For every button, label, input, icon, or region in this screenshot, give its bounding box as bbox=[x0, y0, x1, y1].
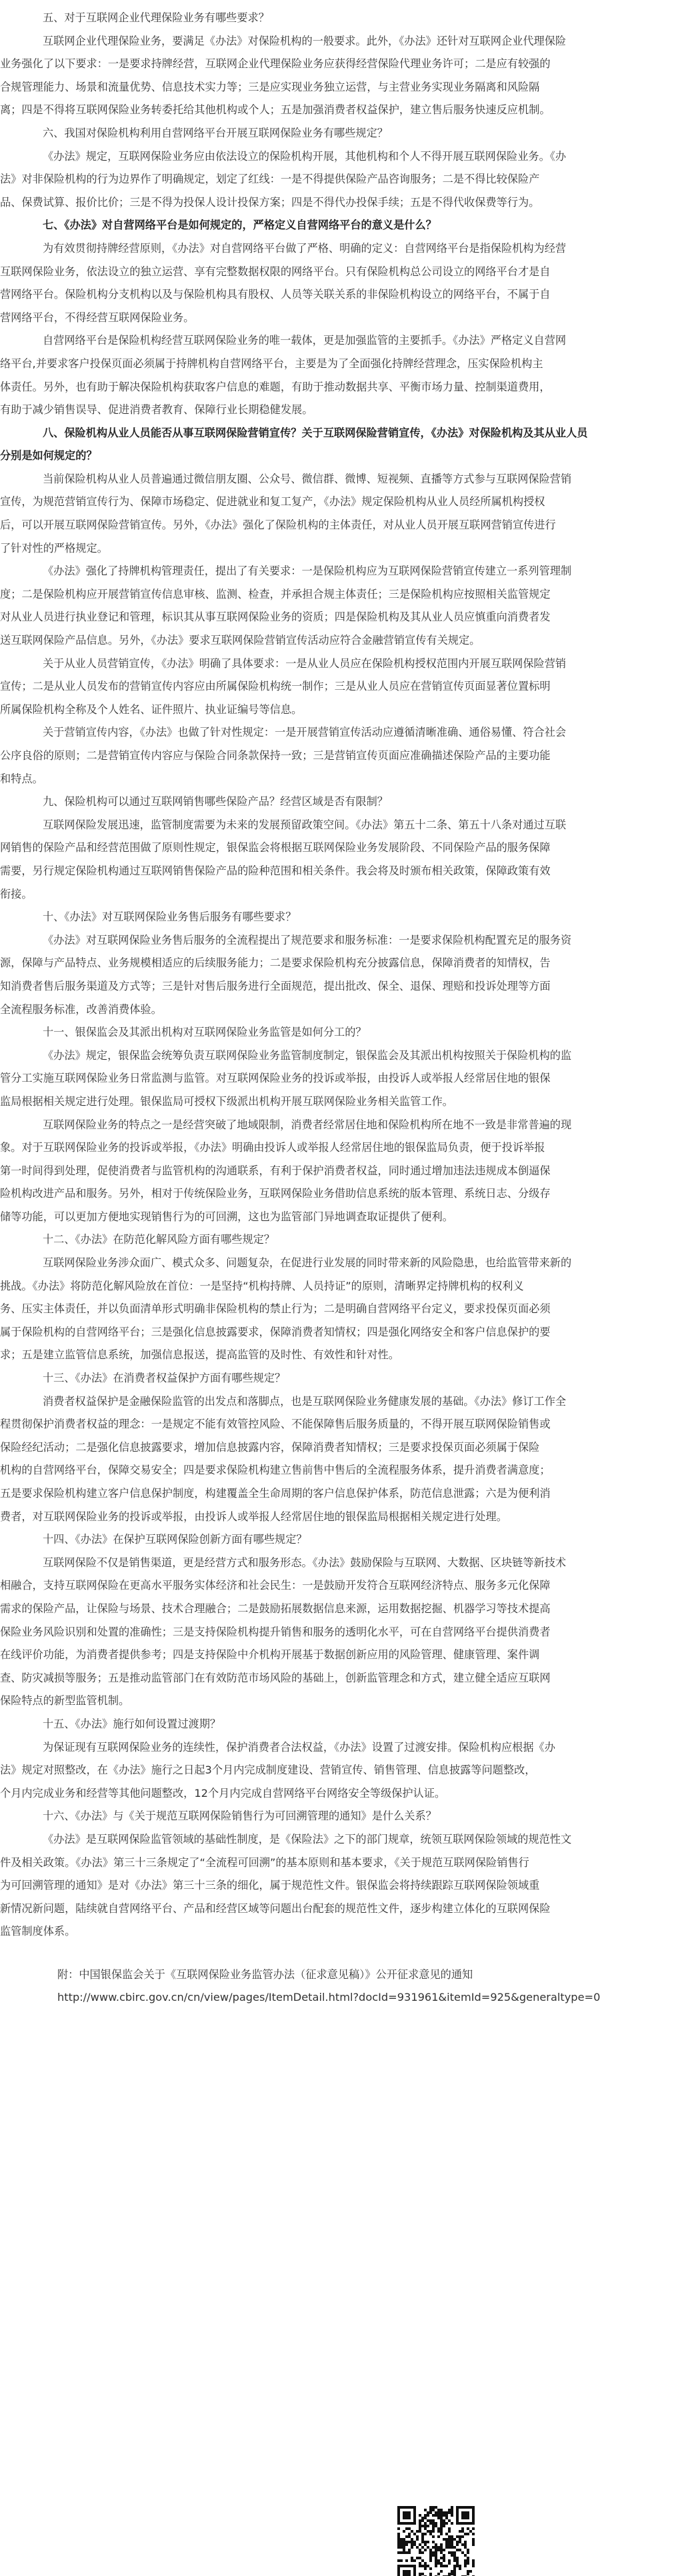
text-line: 《办法》规定，互联网保险业务应由依法设立的保险机构开展，其他机构和个人不得开展互联网保险业务。《办 bbox=[43, 149, 567, 163]
body-paragraph bbox=[0, 30, 674, 122]
article-body bbox=[0, 7, 674, 1943]
text-line: 自营网络平台是保险机构经营互联网保险业务的唯一载体，更是加强监管的主要抓手。《办法》严格定义自营网 bbox=[43, 334, 567, 347]
text-line: 和特点。 bbox=[0, 772, 43, 785]
text-line: 《办法》强化了持牌机构管理责任，提出了有关要求：一是保险机构应为互联网保险营销宣传建立一系列管理制 bbox=[43, 565, 572, 578]
section-heading bbox=[0, 422, 674, 468]
text-line: 有助于减少销售误导、促进消费者教育、保障行业长期稳健发展。 bbox=[0, 403, 313, 417]
section-heading bbox=[0, 1228, 674, 1252]
text-line: 衔接。 bbox=[0, 887, 33, 900]
text-line: 营网络平台，不得经营互联网保险业务。 bbox=[0, 311, 195, 324]
text-line: 业务强化了以下要求：一是要求持牌经营，互联网企业代理保险业务应获得经营保险代理业务许可；二是应有较强的 bbox=[0, 57, 551, 71]
text-line: 十三、《办法》在消费者权益保护方面有哪些规定？ bbox=[43, 1372, 286, 1385]
body-paragraph bbox=[0, 1390, 674, 1529]
text-line: 十二、《办法》在防范化解风险方面有哪些规定？ bbox=[43, 1233, 275, 1246]
text-line: 《办法》规定，银保监会统筹负责互联网保险业务监管制度制定，银保监会及其派出机构按照关于保险机构的监 bbox=[43, 1048, 572, 1062]
body-paragraph bbox=[0, 1252, 674, 1367]
body-paragraph bbox=[0, 652, 674, 722]
text-line: 在线评价功能，为消费者提供参考；四是支持保险中介机构开展基于数据创新应用的风险管理、健康管理、案件调 bbox=[0, 1648, 540, 1662]
text-line: 程贯彻保护消费者权益的理念：一是规定不能有效管控风险、不能保障售后服务质量的，不得开展互联网保险销售或 bbox=[0, 1418, 551, 1431]
text-line: 求；五是建立监管信息系统，加强信息报送，提高监管的及时性、有效性和针对性。 bbox=[0, 1348, 399, 1362]
text-line: 互联网保险业务，依法设立的独立运营、享有完整数据权限的网络平台。只有保险机构总公司设立的网络平台才是自 bbox=[0, 265, 551, 278]
text-line: 法》规定对照整改，在《办法》施行之日起3个月内完成制度建设、营销宣传、销售管理、信息披露等问题整改， bbox=[0, 1764, 536, 1777]
text-line: 了针对性的严格规定。 bbox=[0, 541, 108, 555]
text-line: 象。对于互联网保险业务的投诉或举报，《办法》明确由投诉人或举报人经常居住地的银保监局负责，便于投诉举报 bbox=[0, 1141, 545, 1154]
body-paragraph bbox=[0, 145, 674, 215]
body-paragraph bbox=[0, 814, 674, 906]
section-heading bbox=[0, 1805, 674, 1828]
text-line: 五、对于互联网企业代理保险业务有哪些要求？ bbox=[43, 11, 269, 24]
text-line: 新情况新问题，陆续就自营网络平台、产品和经营区域等问题出台配套的规范性文件，逐步构建立体化的互联网保险 bbox=[0, 1902, 551, 1915]
body-paragraph bbox=[0, 1552, 674, 1713]
text-line: 互联网保险发展迅速，监管制度需要为未来的发展预留政策空间。《办法》第五十二条、第五十八条对通过互联 bbox=[43, 818, 567, 831]
text-line: 对从业人员进行执业登记和管理，标识其从事互联网保险业务的资质；四是保险机构及其从业人员应慎重向消费者发 bbox=[0, 611, 551, 624]
text-line: 保险特点的新型监管机制。 bbox=[0, 1694, 130, 1708]
body-paragraph bbox=[0, 1828, 674, 1943]
text-line: 所属保险机构全称及个人姓名、证件照片、执业证编号等信息。 bbox=[0, 702, 303, 716]
text-line: 互联网企业代理保险业务，要满足《办法》对保险机构的一般要求。此外，《办法》还针对互联网企业代理保险 bbox=[43, 34, 567, 47]
body-paragraph bbox=[0, 237, 674, 329]
text-line: 属于保险机构的自营网络平台；三是强化信息披露要求，保障消费者知情权；四是强化网络安全和客户信息保护的要 bbox=[0, 1325, 551, 1338]
text-line: 险机构改进产品和服务。另外，相对于传统保险业务，互联网保险业务借助信息系统的版本管理、系统日志、分级存 bbox=[0, 1187, 551, 1200]
text-line: 保险业务风险识别和处置的准确性；三是支持保险机构提升销售和服务的透明化水平，可在自营网络平台提供消费者 bbox=[0, 1625, 551, 1638]
text-line: 宣传；二是从业人员发布的营销宣传内容应由所属保险机构统一制作；三是从业人员应在营销宣传页面显著位置标明 bbox=[0, 680, 551, 693]
text-line: 为有效贯彻持牌经营原则，《办法》对自营网络平台做了严格、明确的定义：自营网络平台是指保险机构为经营 bbox=[43, 241, 567, 255]
text-line: 《办法》对互联网保险业务售后服务的全流程提出了规范要求和服务标准：一是要求保险机构配置充足的服务资 bbox=[43, 933, 572, 946]
text-line: 网销售的保险产品和经营范围做了原则性规定，银保监会将根据互联网保险业务发展阶段、不同保险产品的服务保障 bbox=[0, 841, 551, 854]
text-line: 务、压实主体责任，并以负面清单形式明确非保险机构的禁止行为；二是明确自营网络平台定义，要求投保页面必须 bbox=[0, 1302, 551, 1316]
section-heading bbox=[0, 1367, 674, 1390]
attachment-label: 附：中国银保监会关于《互联网保险业务监管办法（征求意见稿）》公开征求意见的通知 bbox=[57, 1967, 473, 1981]
section-heading bbox=[0, 1528, 674, 1552]
text-line: 十四、《办法》在保护互联网保险创新方面有哪些规定？ bbox=[43, 1533, 307, 1546]
section-heading bbox=[0, 7, 674, 30]
text-line: 关于营销宣传内容，《办法》也做了针对性规定：一是开展营销宣传活动应遵循清晰准确、通俗易懂、符合社会 bbox=[43, 726, 567, 739]
text-line: 监管制度体系。 bbox=[0, 1925, 76, 1938]
text-line: 送互联网保险产品信息。另外，《办法》要求互联网保险营销宣传活动应符合金融营销宣传有关规定。 bbox=[0, 634, 481, 647]
text-line: 九、保险机构可以通过互联网销售哪些保险产品？经营区域是否有限制？ bbox=[43, 795, 388, 808]
text-line: 全流程服务标准，改善消费体验。 bbox=[0, 1002, 162, 1016]
body-paragraph bbox=[0, 1736, 674, 1806]
text-line: 络平台,并要求客户投保页面必须属于持牌机构自营网络平台，主要是为了全面强化持牌经营理念，压实保险机构主 bbox=[0, 357, 543, 370]
text-line: 管分工实施互联网保险业务日常监测与监管。对互联网保险业务的投诉或举报，由投诉人或举报人经常居住地的银保 bbox=[0, 1072, 551, 1085]
text-line: 十六、《办法》与《关于规范互联网保险销售行为可回溯管理的通知》是什么关系？ bbox=[43, 1810, 437, 1823]
text-line: 互联网保险业务的特点之一是经营突破了地域限制，消费者经常居住地和保险机构所在地不一致是非常普遍的现 bbox=[43, 1118, 572, 1131]
text-line: 需要，另行规定保险机构通过互联网销售保险产品的险种范围和相关条件。我会将及时颁布相关政策，保障政策有效 bbox=[0, 864, 551, 877]
text-line: 互联网保险业务涉众面广、模式众多、问题复杂，在促进行业发展的同时带来新的风险隐患，也给监管带来新的 bbox=[43, 1256, 572, 1270]
text-line: 宣传，为规范营销宣传行为、保障市场稳定、促进就业和复工复产，《办法》规定保险机构从业人员经所属机构授权 bbox=[0, 495, 545, 509]
text-line: 机构的自营网络平台，保障交易安全；四是要求保险机构建立售前售中售后的全流程服务体系，提升消费者满意度； bbox=[0, 1464, 551, 1477]
body-paragraph bbox=[0, 468, 674, 560]
body-paragraph bbox=[0, 329, 674, 421]
text-line: 七、《办法》对自营网络平台是如何规定的，严格定义自营网络平台的意义是什么？ bbox=[43, 219, 437, 232]
text-line: 需求的保险产品，让保险与场景、技术合理融合；二是鼓励拓展数据信息来源，运用数据挖掘、机器学习等技术提高 bbox=[0, 1602, 551, 1615]
text-line: 八、保险机构从业人员能否从事互联网保险营销宣传？关于互联网保险营销宣传，《办法》对保险机构及其从业人员 bbox=[43, 426, 588, 439]
text-line: 营网络平台。保险机构分支机构以及与保险机构具有股权、人员等关联关系的非保险机构设立的网络平台，不属于自 bbox=[0, 288, 551, 301]
section-heading bbox=[0, 214, 674, 237]
text-line: 《办法》是互联网保险监管领域的基础性制度，是《保险法》之下的部门规章，统领互联网保险领域的规范性文 bbox=[43, 1832, 572, 1846]
text-line: 消费者权益保护是金融保险监管的出发点和落脚点，也是互联网保险业务健康发展的基础。《办法》修订工作全 bbox=[43, 1394, 567, 1408]
text-line: 保险经纪活动；二是强化信息披露要求，增加信息披露内容，保障消费者知情权；三是要求投保页面必须属于保险 bbox=[0, 1440, 540, 1454]
text-line: 度；二是保险机构应开展营销宣传信息审核、监测、检查，并承担合规主体责任；三是保险机构应按照相关监管规定 bbox=[0, 587, 551, 601]
text-line: 第一时间得到处理，促使消费者与监管机构的沟通联系，有利于保护消费者权益，同时通过增加违法违规成本倒逼保 bbox=[0, 1164, 551, 1177]
section-heading bbox=[0, 122, 674, 145]
text-line: 五是要求保险机构建立客户信息保护制度，构建覆盖全生命周期的客户信息保护体系，防范信息泄露；六是为便利消 bbox=[0, 1487, 551, 1500]
text-line: 源，保障与产品特点、业务规模相适应的后续服务能力；二是要求保险机构充分披露信息，保障消费者的知情权，告 bbox=[0, 956, 551, 970]
text-line: 个月内完成业务和经营等其他问题整改，12个月内完成自营网络平台网络安全等级保护认证。 bbox=[0, 1786, 446, 1800]
text-line: 挑战。《办法》将防范化解风险放在首位：一是坚持“机构持牌、人员持证”的原则，清晰界定持牌机构的权利义 bbox=[0, 1279, 524, 1292]
text-line: 品、保费试算、报价比价；三是不得为投保人设计投保方案；四是不得代办投保手续；五是不得代收保费等行为。 bbox=[0, 195, 540, 209]
body-paragraph bbox=[0, 721, 674, 790]
text-line: 十一、银保监会及其派出机构对互联网保险业务监管是如何分工的？ bbox=[43, 1026, 367, 1039]
text-line: 关于从业人员营销宣传，《办法》明确了具体要求：一是从业人员应在保险机构授权范围内开展互联网保险营销 bbox=[43, 656, 567, 670]
text-line: 储等功能，可以更加方便地实现销售行为的可回溯，这也为监管部门异地调查取证提供了便利。 bbox=[0, 1210, 453, 1223]
attachment-link[interactable]: http://www.cbirc.gov.cn/cn/view/pages/ItemDetail.html?docId=931961&itemId=925&generaltype=0 bbox=[57, 1991, 601, 2004]
text-line: 相融合，支持互联网保险在更高水平服务实体经济和社会民生：一是鼓励开发符合互联网经济特点、服务多元化保障 bbox=[0, 1579, 551, 1592]
section-heading bbox=[0, 906, 674, 929]
text-line: 为保证现有互联网保险业务的连续性，保护消费者合法权益，《办法》设置了过渡安排。保险机构应根据《办 bbox=[43, 1740, 555, 1754]
text-line: 公序良俗的原则；二是营销宣传内容应与保险合同条款保持一致；三是营销宣传页面应准确描述保险产品的主要功能 bbox=[0, 749, 551, 762]
text-line: 知消费者售后服务渠道及方式等；三是针对售后服务进行全面规范，提出批改、保全、退保、理赔和投诉处理等方面 bbox=[0, 979, 551, 992]
text-line: 后，可以开展互联网保险营销宣传。另外，《办法》强化了保险机构的主体责任，对从业人员开展互联网营销宣传进行 bbox=[0, 519, 556, 532]
text-line: 十五、《办法》施行如何设置过渡期？ bbox=[43, 1717, 221, 1730]
text-line: 费者，对互联网保险业务的投诉或举报，由投诉人或举报人经常居住地的银保监局根据相关规定进行处理。 bbox=[0, 1510, 507, 1523]
body-paragraph bbox=[0, 1044, 674, 1114]
body-paragraph bbox=[0, 1114, 674, 1229]
text-line: 为可回溯管理的通知》是对《办法》第三十三条的细化，属于规范性文件。银保监会将持续跟踪互联网保险领域重 bbox=[0, 1879, 540, 1892]
qr-code-icon bbox=[397, 2506, 475, 2576]
text-line: 法》对非保险机构的行为边界作了明确规定，划定了红线：一是不得提供保险产品咨询服务；二是不得比较保险产 bbox=[0, 173, 540, 186]
text-line: 件及相关政策。《办法》第三十三条规定了“全流程可回溯”的基本原则和基本要求，《关于规范互联网保险销售行 bbox=[0, 1856, 529, 1869]
text-line: 当前保险机构从业人员普遍通过微信朋友圈、公众号、微信群、微博、短视频、直播等方式参与互联网保险营销 bbox=[43, 472, 572, 485]
text-line: 六、我国对保险机构利用自营网络平台开展互联网保险业务有哪些规定？ bbox=[43, 126, 388, 139]
text-line: 体责任。另外，也有助于解决保险机构获取客户信息的难题，有助于推动数据共享、平衡市场力量、控制渠道费用， bbox=[0, 380, 551, 393]
text-line: 离；四是不得将互联网保险业务转委托给其他机构或个人；五是加强消费者权益保护，建立售后服务快速反应机制。 bbox=[0, 103, 551, 117]
section-heading bbox=[0, 1021, 674, 1044]
text-line: 合规管理能力、场景和流量优势、信息技术实力等；三是应实现业务独立运营，与主营业务实现业务隔离和风险隔 bbox=[0, 80, 540, 93]
section-heading bbox=[0, 1713, 674, 1736]
body-paragraph bbox=[0, 929, 674, 1021]
text-line: 互联网保险不仅是销售渠道，更是经营方式和服务形态。《办法》鼓励保险与互联网、大数据、区块链等新技术 bbox=[43, 1556, 567, 1569]
text-line: 查、防灾减损等服务；五是推动监管部门在有效防范市场风险的基础上，创新监管理念和方式，建立健全适应互联网 bbox=[0, 1671, 551, 1684]
text-line: 分别是如何规定的？ bbox=[0, 449, 97, 463]
body-paragraph bbox=[0, 560, 674, 652]
text-line: 监局根据相关规定进行处理。银保监局可授权下级派出机构开展互联网保险业务相关监管工作。 bbox=[0, 1094, 453, 1108]
section-heading bbox=[0, 790, 674, 814]
text-line: 十、《办法》对互联网保险业务售后服务有哪些要求？ bbox=[43, 910, 297, 924]
